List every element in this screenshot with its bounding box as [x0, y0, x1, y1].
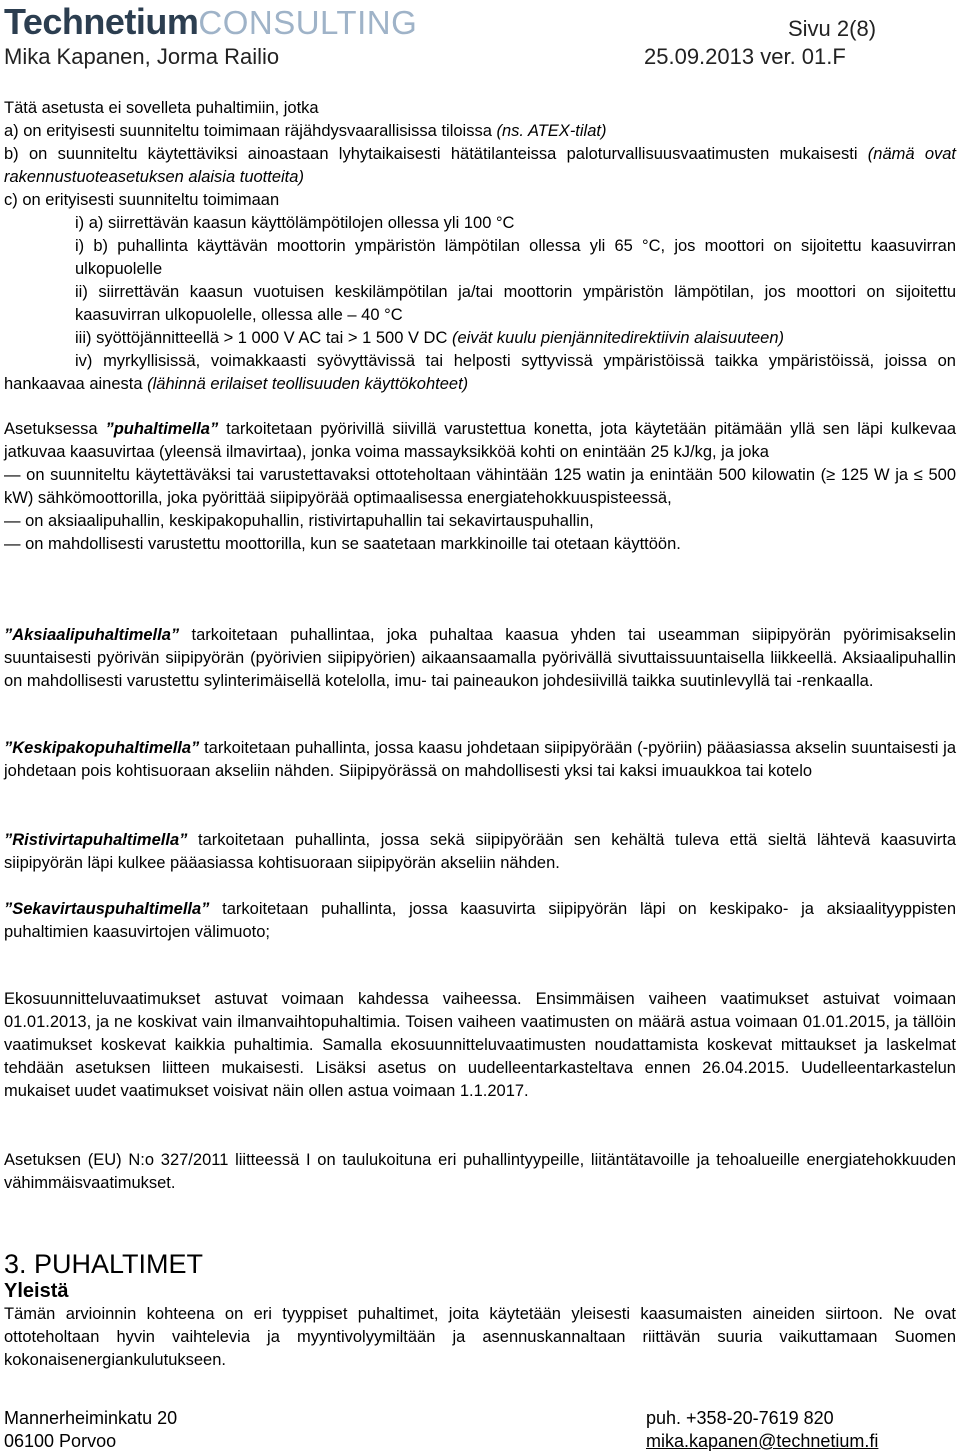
scope-section: [4, 97, 956, 396]
axial-term: ”Aksiaalipuhaltimella”: [4, 626, 180, 644]
fan-definition-dash-2: — on aksiaalipuhallin, keskipakopuhallin, ristivirtapuhallin tai sekavirtauspuhallin,: [4, 512, 594, 530]
scope-subitem-ib: i) b) puhallinta käyttävän moottorin ympäristön lämpötilan ollessa yli 65 °C, jos moottori on sijoitettu kaasuvirran ulkopuolelle: [75, 237, 956, 278]
company-logo: [4, 2, 417, 43]
axial-fan-definition: ”Aksiaalipuhaltimella” tarkoitetaan puhallintaa, joka puhaltaa kaasua yhden tai useamman siipipyörän pyörimisakselin suuntaisesti pyörivän siipipyörän (pyörivien siipipyörien) aikaansaamalla pyörivällä sivuttaissuuntaisella liikkeellä. Aksiaalipuhallin on mahdollisesti varustettu sylinterimäisellä kotelolla, imu- tai paineaukon johdesiivillä taikka suutinlevyllä tai -renkaalla.: [4, 626, 956, 690]
mixed-flow-fan-definition: ”Sekavirtauspuhaltimella” tarkoitetaan puhallinta, jossa kaasuvirta siipipyörän läpi on keskipako- ja aksiaalityyppisten puhaltimien kaasuvirtojen välimuoto;: [4, 900, 956, 941]
centrifugal-term: ”Keskipakopuhaltimella”: [4, 739, 200, 757]
logo-bold-text: Technetium: [4, 1, 199, 42]
footer-email-link[interactable]: mika.kapanen@technetium.fi: [646, 1431, 879, 1451]
logo-light-text: CONSULTING: [198, 4, 418, 41]
scope-subitem-iii: iii) syöttöjännitteellä > 1 000 V AC tai > 1 500 V DC (eivät kuulu pienjännitedirektiivin alaisuuteen): [75, 329, 784, 347]
fan-definition-text: Asetuksessa ”puhaltimella” tarkoitetaan pyörivillä siivillä varustettua konetta, jota käytetään pitämään yllä sen läpi kulkevaa jatkuvaa kaasuvirtaa (yleensä ilmavirtaa), jonka voima massayksikköä kohti on enintään 25 kJ/kg, ja joka: [4, 420, 956, 461]
fan-definition: [4, 418, 956, 556]
footer-city: 06100 Porvoo: [4, 1431, 117, 1451]
scope-intro: Tätä asetusta ei sovelleta puhaltimiin, jotka: [4, 99, 319, 117]
mixed-flow-term: ”Sekavirtauspuhaltimella”: [4, 900, 210, 918]
scope-item-c: c) on erityisesti suunniteltu toimimaan: [4, 191, 280, 209]
section-subtitle: Yleistä: [4, 1280, 69, 1302]
scope-item-a: a) on erityisesti suunniteltu toimimaan räjähdysvaarallisissa tiloissa (ns. ATEX-tilat): [4, 122, 607, 140]
fan-definition-dash-3: — on mahdollisesti varustettu moottorilla, kun se saatetaan markkinoille tai otetaan käyttöön.: [4, 535, 681, 553]
section-title: 3. PUHALTIMET: [4, 1249, 204, 1279]
centrifugal-fan-definition: ”Keskipakopuhaltimella” tarkoitetaan puhallinta, jossa kaasu johdetaan siipipyörään (-pyöriin) pääasiassa akselin suuntaisesti ja johdetaan pois kohtisuoraan akseliin nähden. Siipipyörässä on mahdollisesti yksi tai kaksi imuaukkoa tai kotelo: [4, 739, 956, 780]
footer-street: Mannerheiminkatu 20: [4, 1408, 178, 1428]
page-number: Sivu 2(8): [788, 16, 877, 41]
fan-term: ”puhaltimella”: [105, 420, 219, 438]
authors: Mika Kapanen, Jorma Railio: [4, 44, 280, 69]
section-text: Tämän arvioinnin kohteena on eri tyyppiset puhaltimet, joita käytetään yleisesti kaasumaisten aineiden siirtoon. Ne ovat ottoteholtaan hyvin vaihtelevia ja myyntivolyymiltään ja asennuskannaltaan riittävän suuria vaikuttamaan Suomen kokonaisenergiankulutukseen.: [4, 1305, 956, 1369]
crossflow-fan-definition: ”Ristivirtapuhaltimella” tarkoitetaan puhallinta, jossa sekä siipipyörään sen kehältä tuleva että sieltä lähtevä kaasuvirta siipipyörän läpi kulkee pääasiassa kohtisuoraan siipipyörän akseliin nähden.: [4, 831, 956, 872]
scope-subitem-iv: iv) myrkyllisissä, voimakkaasti syövyttävissä tai helposti syttyvissä ympäristöissä taikka ympäristöissä, joissa on hankaavaa ainesta (lähinnä erilaiset teollisuuden käyttökohteet): [4, 352, 956, 393]
scope-subitem-ii: ii) siirrettävän kaasun vuotuisen keskilämpötilan ja/tai moottorin ympäristön lämpötilan, jos moottori on sijoitettu kaasuvirran ulkopuolelle, ollessa alle – 40 °C: [75, 283, 956, 324]
annex-paragraph: Asetuksen (EU) N:o 327/2011 liitteessä I on taulukoituna eri puhallintyypeille, liitäntätavoille ja tehoalueille energiatehokkuuden vähimmäisvaatimukset.: [4, 1151, 956, 1192]
section-puhaltimet: [4, 1249, 956, 1372]
scope-item-b: b) on suunniteltu käytettäviksi ainoastaan lyhytaikaisesti hätätilanteissa paloturvallisuusvaatimusten mukaisesti (nämä ovat rakennustuoteasetuksen alaisia tuotteita): [4, 145, 957, 186]
footer-phone: puh. +358-20-7619 820: [646, 1408, 834, 1428]
fan-definition-dash-1: — on suunniteltu käytettäväksi tai varustettavaksi ottoteholtaan vähintään 125 watin ja enintään 500 kilowatin (≥ 125 W ja ≤ 500 kW) sähkömoottorilla, joka pyörittää siipipyörää optimaalisessa energiatehokkuuspisteessä,: [4, 466, 956, 507]
date-version: 25.09.2013 ver. 01.F: [644, 44, 846, 69]
crossflow-term: ”Ristivirtapuhaltimella”: [4, 831, 188, 849]
scope-subitem-ia: i) a) siirrettävän kaasun käyttölämpötilojen ollessa yli 100 °C: [75, 214, 515, 232]
ecodesign-paragraph: Ekosuunnitteluvaatimukset astuvat voimaan kahdessa vaiheessa. Ensimmäisen vaiheen vaatimukset astuivat voimaan 01.01.2013, ja ne koskivat vain ilmanvaihtopuhaltimia. Toisen vaiheen vaatimusten on määrä astua voimaan 01.01.2015, ja tällöin vaatimukset koskevat kaikkia puhaltimia. Samalla ekosuunnitteluvaatimusten noudattamista koskevat mittaukset ja laskelmat tehdään asetuksen liitteen mukaisesti. Lisäksi asetus on uudelleentarkasteltava ennen 26.04.2015. Uudelleentarkastelun mukaiset uudet vaatimukset voisivat näin ollen astua voimaan 1.1.2017.: [4, 990, 956, 1100]
